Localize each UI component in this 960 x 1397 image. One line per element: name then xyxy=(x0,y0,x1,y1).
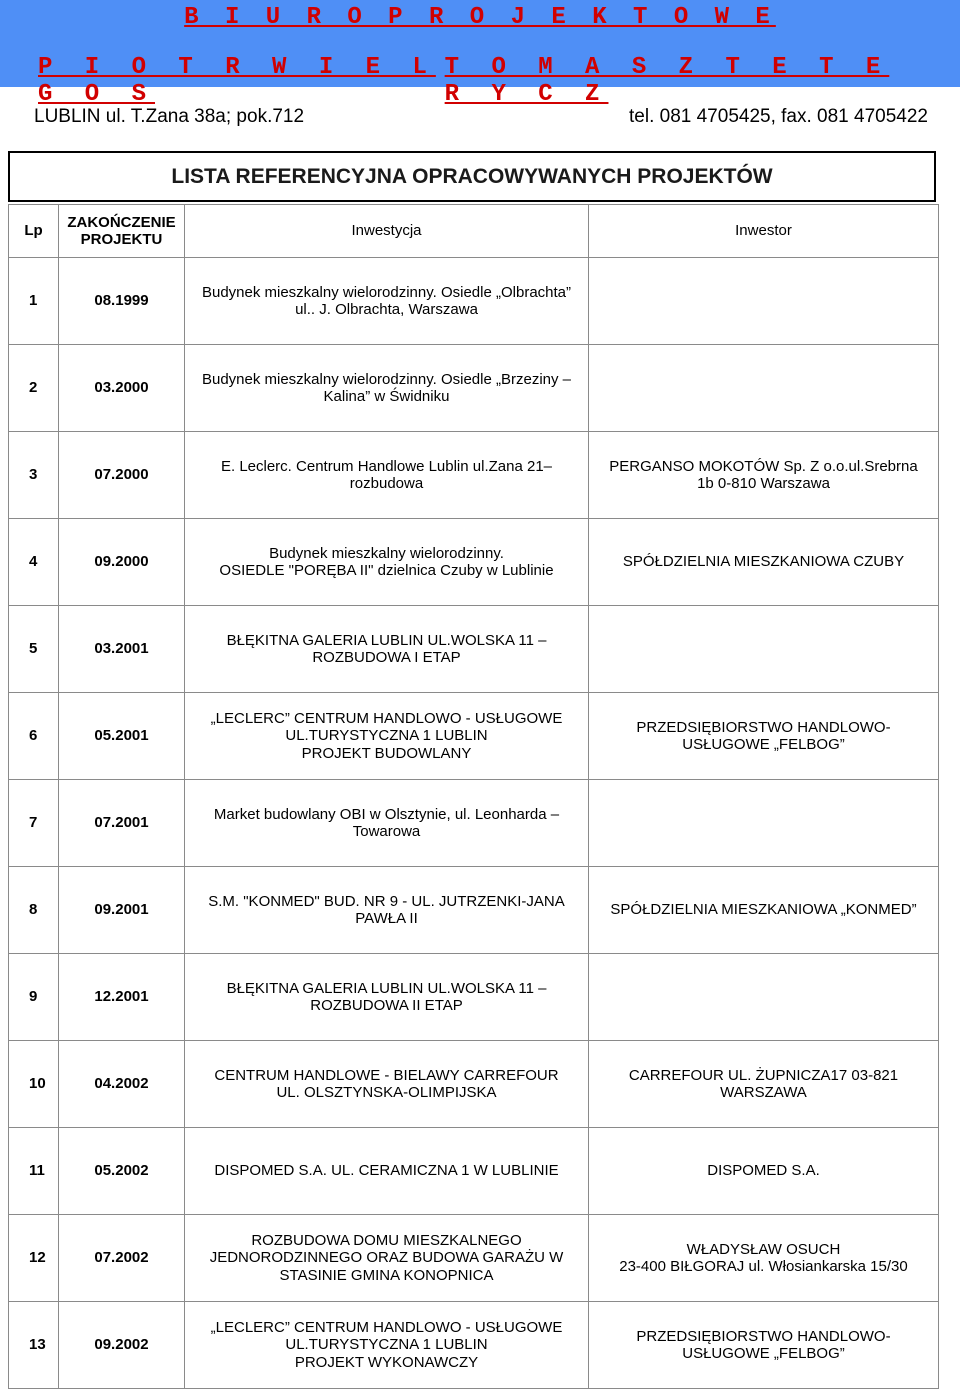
reference-table xyxy=(8,204,939,1389)
header-investment: Inwestycja xyxy=(185,205,589,258)
lp-cell: 13 xyxy=(9,1302,59,1389)
investment-cell: Budynek mieszkalny wielorodzinny. Osiedle „Olbrachta” ul.. J. Olbrachta, Warszawa xyxy=(185,258,589,345)
office-name xyxy=(0,4,960,31)
investment-cell: BŁĘKITNA GALERIA LUBLIN UL.WOLSKA 11 – ROZBUDOWA I ETAP xyxy=(185,606,589,693)
table-row xyxy=(9,1215,939,1302)
partners-names xyxy=(38,54,922,108)
lp-cell: 8 xyxy=(9,867,59,954)
table-row xyxy=(9,693,939,780)
lp-cell: 11 xyxy=(9,1128,59,1215)
investor-cell: SPÓŁDZIELNIA MIESZKANIOWA CZUBY xyxy=(589,519,939,606)
completion-date-cell: 03.2001 xyxy=(59,606,185,693)
investment-cell: S.M. "KONMED" BUD. NR 9 - UL. JUTRZENKI-JANA PAWŁA II xyxy=(185,867,589,954)
investor-cell xyxy=(589,258,939,345)
completion-date-cell: 03.2000 xyxy=(59,345,185,432)
table-row xyxy=(9,432,939,519)
lp-cell: 3 xyxy=(9,432,59,519)
investor-cell: SPÓŁDZIELNIA MIESZKANIOWA „KONMED” xyxy=(589,867,939,954)
investment-cell: Budynek mieszkalny wielorodzinny. OSIEDLE "PORĘBA II" dzielnica Czuby w Lublinie xyxy=(185,519,589,606)
investor-cell: CARREFOUR UL. ŻUPNICZA17 03-821 WARSZAWA xyxy=(589,1041,939,1128)
table-row xyxy=(9,780,939,867)
investment-cell: DISPOMED S.A. UL. CERAMICZNA 1 W LUBLINIE xyxy=(185,1128,589,1215)
table-row xyxy=(9,1128,939,1215)
completion-date-cell: 05.2002 xyxy=(59,1128,185,1215)
office-address: LUBLIN ul. T.Zana 38a; pok.712 xyxy=(34,106,305,127)
letterhead-banner xyxy=(0,0,960,108)
completion-date-cell: 09.2000 xyxy=(59,519,185,606)
completion-date-cell: 08.1999 xyxy=(59,258,185,345)
lp-cell: 2 xyxy=(9,345,59,432)
table-row xyxy=(9,519,939,606)
document-title-text: LISTA REFERENCYJNA OPRACOWYWANYCH PROJEKTÓW xyxy=(171,164,773,188)
investor-cell: PRZEDSIĘBIORSTWO HANDLOWO- USŁUGOWE „FELBOG” xyxy=(589,1302,939,1389)
investment-cell: E. Leclerc. Centrum Handlowe Lublin ul.Zana 21– rozbudowa xyxy=(185,432,589,519)
lp-cell: 12 xyxy=(9,1215,59,1302)
completion-date-cell: 04.2002 xyxy=(59,1041,185,1128)
completion-date-cell: 09.2002 xyxy=(59,1302,185,1389)
table-row xyxy=(9,954,939,1041)
completion-date-cell: 12.2001 xyxy=(59,954,185,1041)
office-phone-fax: tel. 081 4705425, fax. 081 4705422 xyxy=(629,106,928,127)
partner-name-2: T O M A S Z T E T E R Y C Z xyxy=(444,54,890,108)
investor-cell xyxy=(589,345,939,432)
lp-cell: 10 xyxy=(9,1041,59,1128)
office-name-text: B I U R O P R O J E K T O W E xyxy=(184,4,776,31)
investor-cell: PERGANSO MOKOTÓW Sp. Z o.o.ul.Srebrna 1b 0-810 Warszawa xyxy=(589,432,939,519)
table-row xyxy=(9,1302,939,1389)
header-lp: Lp xyxy=(9,205,59,258)
completion-date-cell: 05.2001 xyxy=(59,693,185,780)
table-row xyxy=(9,258,939,345)
investor-cell xyxy=(589,606,939,693)
investor-cell xyxy=(589,954,939,1041)
partner-name-1: P I O T R W I E L G O S xyxy=(38,54,436,108)
table-header-row xyxy=(9,205,939,258)
lp-cell: 4 xyxy=(9,519,59,606)
lp-cell: 7 xyxy=(9,780,59,867)
completion-date-cell: 07.2001 xyxy=(59,780,185,867)
investor-cell: WŁADYSŁAW OSUCH 23-400 BIŁGORAJ ul. Włosiankarska 15/30 xyxy=(589,1215,939,1302)
table-row xyxy=(9,606,939,693)
lp-cell: 9 xyxy=(9,954,59,1041)
document-title xyxy=(8,151,936,202)
investor-cell: PRZEDSIĘBIORSTWO HANDLOWO- USŁUGOWE „FELBOG” xyxy=(589,693,939,780)
investment-cell: BŁĘKITNA GALERIA LUBLIN UL.WOLSKA 11 – ROZBUDOWA II ETAP xyxy=(185,954,589,1041)
completion-date-cell: 07.2000 xyxy=(59,432,185,519)
table-row xyxy=(9,867,939,954)
contact-line xyxy=(34,106,928,128)
completion-date-cell: 09.2001 xyxy=(59,867,185,954)
lp-cell: 6 xyxy=(9,693,59,780)
table-row xyxy=(9,1041,939,1128)
investment-cell: „LECLERC” CENTRUM HANDLOWO - USŁUGOWE UL.TURYSTYCZNA 1 LUBLIN PROJEKT BUDOWLANY xyxy=(185,693,589,780)
investment-cell: Market budowlany OBI w Olsztynie, ul. Leonharda – Towarowa xyxy=(185,780,589,867)
investment-cell: Budynek mieszkalny wielorodzinny. Osiedle „Brzeziny – Kalina” w Świdniku xyxy=(185,345,589,432)
lp-cell: 5 xyxy=(9,606,59,693)
table-body xyxy=(9,258,939,1389)
investment-cell: ROZBUDOWA DOMU MIESZKALNEGO JEDNORODZINNEGO ORAZ BUDOWA GARAŻU W STASINIE GMINA KONOPNICA xyxy=(185,1215,589,1302)
investment-cell: „LECLERC” CENTRUM HANDLOWO - USŁUGOWE UL.TURYSTYCZNA 1 LUBLIN PROJEKT WYKONAWCZY xyxy=(185,1302,589,1389)
investor-cell xyxy=(589,780,939,867)
lp-cell: 1 xyxy=(9,258,59,345)
investment-cell: CENTRUM HANDLOWE - BIELAWY CARREFOUR UL. OLSZTYNSKA-OLIMPIJSKA xyxy=(185,1041,589,1128)
table-row xyxy=(9,345,939,432)
header-completion-date: ZAKOŃCZENIE PROJEKTU xyxy=(59,205,185,258)
investor-cell: DISPOMED S.A. xyxy=(589,1128,939,1215)
header-investor: Inwestor xyxy=(589,205,939,258)
completion-date-cell: 07.2002 xyxy=(59,1215,185,1302)
